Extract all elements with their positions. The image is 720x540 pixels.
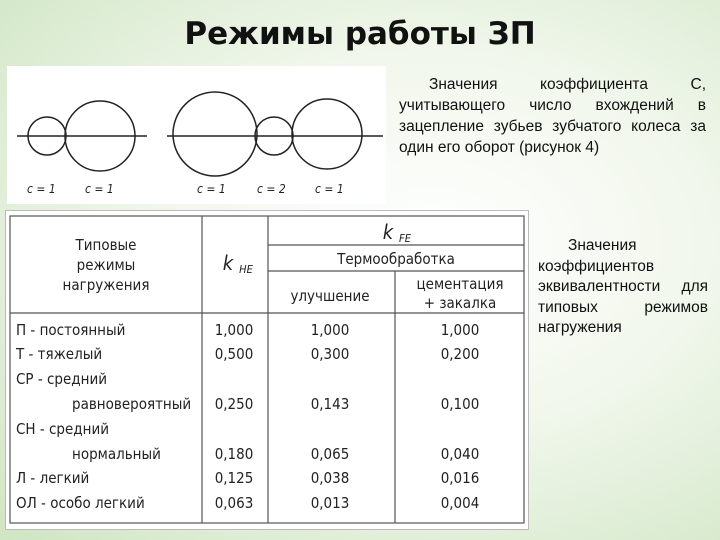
gear-circles-drawing [7,66,386,204]
equivalence-description [538,236,708,339]
figure-label: c = 1 [85,182,114,196]
header-hardening-line: + закалка [423,294,497,312]
header-hardening-line: цементация [416,275,504,293]
coefficient-c-text: Значения коэффициента С, учитывающего число вхождений в зацепление зубьев зубчатого колеса за один его оборот (рисунок 4) [399,76,706,156]
equivalence-text: Значения коэффициентов эквивалентности для типовых режимов нагружения [538,237,708,336]
table-cell-improve: 0,300 [310,345,350,363]
gear-circle-right-3 [292,99,362,169]
table-cell-hard: 0,016 [440,469,480,487]
figure-label: c = 1 [27,182,56,196]
table-cell-hard: 0,040 [440,445,480,463]
equivalence-table-drawing [6,211,528,529]
table-cell-improve: 1,000 [310,321,350,339]
equivalence-table [5,210,529,530]
table-cell-improve: 0,065 [310,445,350,463]
table-cell-khe: 0,250 [214,395,254,413]
table-cell-khe: 0,500 [214,345,254,363]
header-mode-line: Типовые [75,236,137,254]
table-cell-mode: СН - средний [16,420,110,438]
gear-circle-right-1 [173,92,257,176]
table-cell-improve: 0,013 [310,494,350,512]
table-cell-khe: 0,125 [214,469,254,487]
table-cell-mode: Т - тяжелый [16,345,103,363]
coefficient-c-description [399,74,706,158]
table-cell-mode: Л - легкий [16,469,90,487]
header-heat-treatment: Термообработка [337,250,455,268]
header-mode-line: режимы [76,256,136,274]
header-kfe-subscript: FE [399,232,411,245]
table-cell-hard: 1,000 [440,321,480,339]
figure-label: c = 1 [315,182,344,196]
header-mode-line: нагружения [62,276,150,294]
gear-mesh-figure [7,66,386,204]
table-cell-mode: СР - средний [16,370,107,388]
table-cell-mode: нормальный [72,445,161,463]
table-cell-mode: П - постоянный [16,321,126,339]
table-cell-mode: ОЛ - особо легкий [16,494,145,512]
header-khe: k [222,251,234,275]
table-cell-khe: 1,000 [214,321,254,339]
table-cell-mode: равновероятный [72,395,192,413]
table-cell-khe: 0,063 [214,494,254,512]
table-cell-khe: 0,180 [214,445,254,463]
figure-label: c = 1 [197,182,226,196]
table-cell-improve: 0,038 [310,469,350,487]
header-khe-subscript: HE [239,263,253,276]
table-cell-hard: 0,200 [440,345,480,363]
header-kfe: k [382,220,394,244]
header-improvement: улучшение [290,287,370,305]
table-cell-improve: 0,143 [310,395,350,413]
figure-label: c = 2 [257,182,286,196]
slide-title: Режимы работы ЗП [184,16,536,52]
table-cell-hard: 0,004 [440,494,480,512]
table-cell-hard: 0,100 [440,395,480,413]
